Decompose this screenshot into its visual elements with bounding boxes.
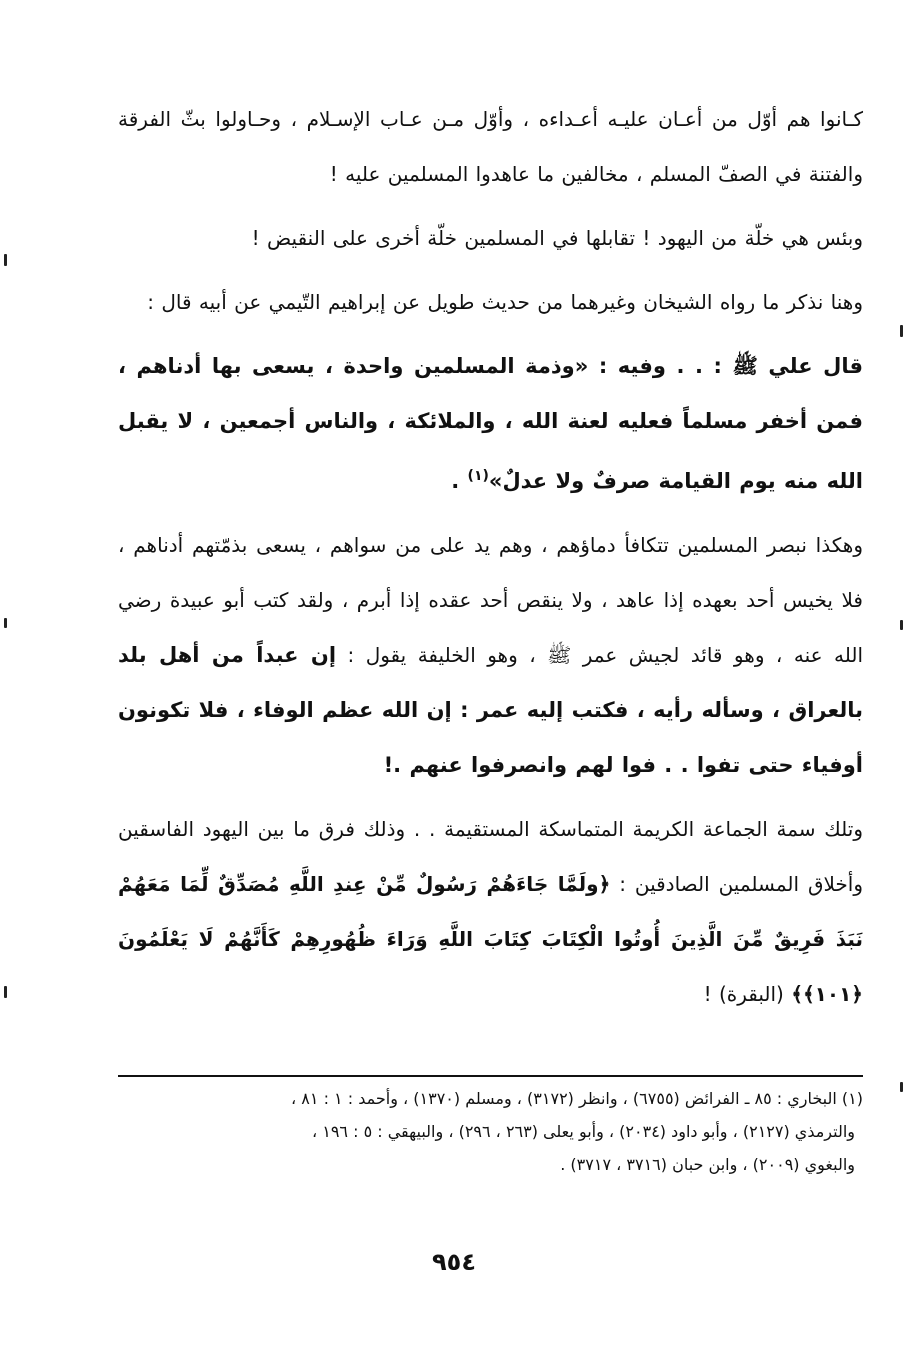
- main-text: [118, 92, 863, 1022]
- scan-mark: [900, 325, 903, 337]
- footnote-line-2: والترمذي (٢١٢٧) ، وأبو داود (٢٠٣٤) ، وأبو يعلى (٢٦٣ ، ٢٩٦) ، والبيهقي : ٥ : ١٩٦ ،: [311, 1122, 855, 1141]
- paragraph-3: وهنا نذكر ما رواه الشيخان وغيرهما من حديث طويل عن إبراهيم التّيمي عن أبيه قال :: [147, 290, 863, 314]
- paragraph-5-quote: إن عبداً من أهل بلد بالعراق ، وسأله رأيه ، فكتب إليه عمر : إن الله عظم الوفاء ، فلا تكونون أوفياء حتى تفوا . . فوا لهم وانصرفوا عنهم .!: [118, 643, 863, 777]
- scan-mark: [900, 620, 903, 630]
- surah-name: (البقرة) !: [703, 982, 792, 1006]
- scan-mark: [900, 1082, 903, 1092]
- paragraph-2: وبئس هي خلّة من اليهود ! تقابلها في المسلمين خلّة أخرى على النقيض !: [251, 226, 863, 250]
- hadith-paragraph: [118, 339, 863, 509]
- page-number: ٩٥٤: [432, 1248, 476, 1276]
- scan-mark: [4, 618, 7, 628]
- quran-verse: ﴿ولَمَّا جَاءَهُمْ رَسُولٌ مِّنْ عِندِ اللَّهِ مُصَدِّقٌ لِّمَا مَعَهُمْ نَبَذَ فَرِيقٌ مِّنَ الَّذِينَ أُوتُوا الْكِتَابَ كِتَابَ اللَّهِ وَرَاءَ ظُهُورِهِمْ كَأَنَّهُمْ لَا يَعْلَمُونَ ﴿١٠١﴾﴾: [118, 872, 863, 1006]
- hadith-text: قال علي ﷺ : . . وفيه : «وذمة المسلمين واحدة ، يسعى بها أدناهم ، فمن أخفر مسلماً فعليه لعنة الله ، والملائكة ، والناس أجمعين ، لا يقبل الله منه يوم القيامة صرفٌ ولا عدلٌ»: [118, 354, 863, 493]
- footnote-ref: (١): [467, 468, 489, 484]
- footnote-line-1: (١) البخاري : ٨٥ ـ الفرائض (٦٧٥٥) ، وانظر (٣١٧٢) ، ومسلم (١٣٧٠) ، وأحمد : ١ : ٨١ ،: [291, 1089, 863, 1108]
- scan-mark: [4, 986, 7, 998]
- footnote-divider: [118, 1075, 863, 1077]
- paragraph-1: كـانوا هم أوّل من أعـان عليـه أعـداءه ، وأوّل مـن عـاب الإسـلام ، وحـاولوا بثّ الفرقة والفتنة في الصفّ المسلم ، مخالفين ما عاهدوا المسلمين عليه !: [118, 107, 863, 186]
- scan-mark: [4, 254, 7, 266]
- hadith-end: .: [451, 469, 468, 493]
- paragraph-5-text: وهكذا نبصر المسلمين تتكافأ دماؤهم ، وهم يد على من سواهم ، يسعى بذمّتهم أدناهم ، فلا يخيس أحد بعهده إذا عاهد ، ولا ينقص أحد عقده إذا أبرم ، ولقد كتب أبو عبيدة رضي الله عنه ، وهو قائد لجيش عمر ﷺ ، وهو الخليفة يقول :: [118, 533, 863, 667]
- paragraph-6: [118, 802, 863, 1022]
- paragraph-5: [118, 518, 863, 793]
- footnotes: [118, 1082, 863, 1181]
- paragraph-6-text: وتلك سمة الجماعة الكريمة المتماسكة المستقيمة . . وذلك فرق ما بين اليهود الفاسقين وأخلاق المسلمين الصادقين :: [118, 817, 864, 896]
- footnote-line-3: والبغوي (٢٠٠٩) ، وابن حبان (٣٧١٦ ، ٣٧١٧) .: [560, 1155, 855, 1174]
